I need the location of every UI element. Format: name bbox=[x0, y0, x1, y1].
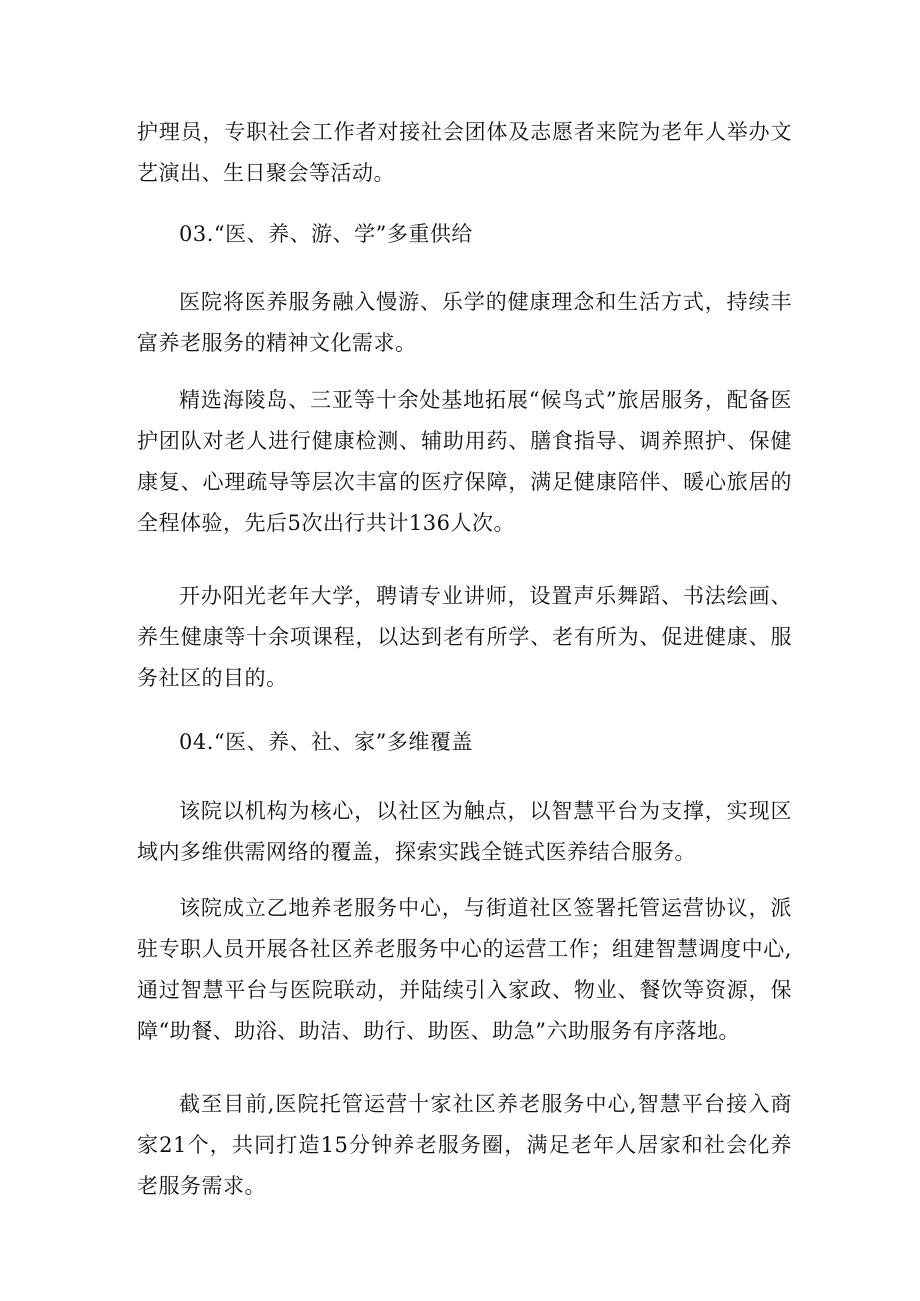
paragraph-volunteer-activities: 护理员，专职社会工作者对接社会团体及志愿者来院为老年人举办文艺演出、生日聚会等活动。 bbox=[137, 120, 792, 185]
paragraph-institution-core: 该院以机构为核心，以社区为触点，以智慧平台为支撑，实现区域内多维供需网络的覆盖，探索实践全链式医养结合服务。 bbox=[137, 799, 792, 864]
paragraph-migratory-travel-service: 精选海陵岛、三亚等十余处基地拓展“候鸟式”旅居服务，配备医护团队对老人进行健康检测、辅助用药、膳食指导、调养照护、保健康复、心理疏导等层次丰富的医疗保障，满足健康陪伴、暖心旅居的全程体验，先后5次出行共计136人次。 bbox=[137, 388, 792, 535]
paragraph-community-center: 该院成立乙地养老服务中心，与街道社区签署托管运营协议，派驻专职人员开展各社区养老服务中心的运营工作；组建智慧调度中心,通过智慧平台与医院联动，并陆续引入家政、物业、餐饮等资源，保障“助餐、助浴、助洁、助行、助医、助急”六助服务有序落地。 bbox=[137, 896, 792, 1043]
paragraph-senior-university: 开办阳光老年大学，聘请专业讲师，设置声乐舞蹈、书法绘画、养生健康等十余项课程，以达到老有所学、老有所为、促进健康、服务社区的目的。 bbox=[137, 584, 792, 690]
section-heading-03: 03.“医、养、游、学”多重供给 bbox=[179, 222, 473, 246]
paragraph-medical-elderly-services: 医院将医养服务融入慢游、乐学的健康理念和生活方式，持续丰富养老服务的精神文化需求。 bbox=[137, 290, 792, 355]
paragraph-current-status: 截至目前,医院托管运营十家社区养老服务中心,智慧平台接入商家21个，共同打造15分钟养老服务圈，满足老年人居家和社会化养老服务需求。 bbox=[137, 1092, 792, 1198]
section-heading-04: 04.“医、养、社、家”多维覆盖 bbox=[179, 730, 473, 754]
